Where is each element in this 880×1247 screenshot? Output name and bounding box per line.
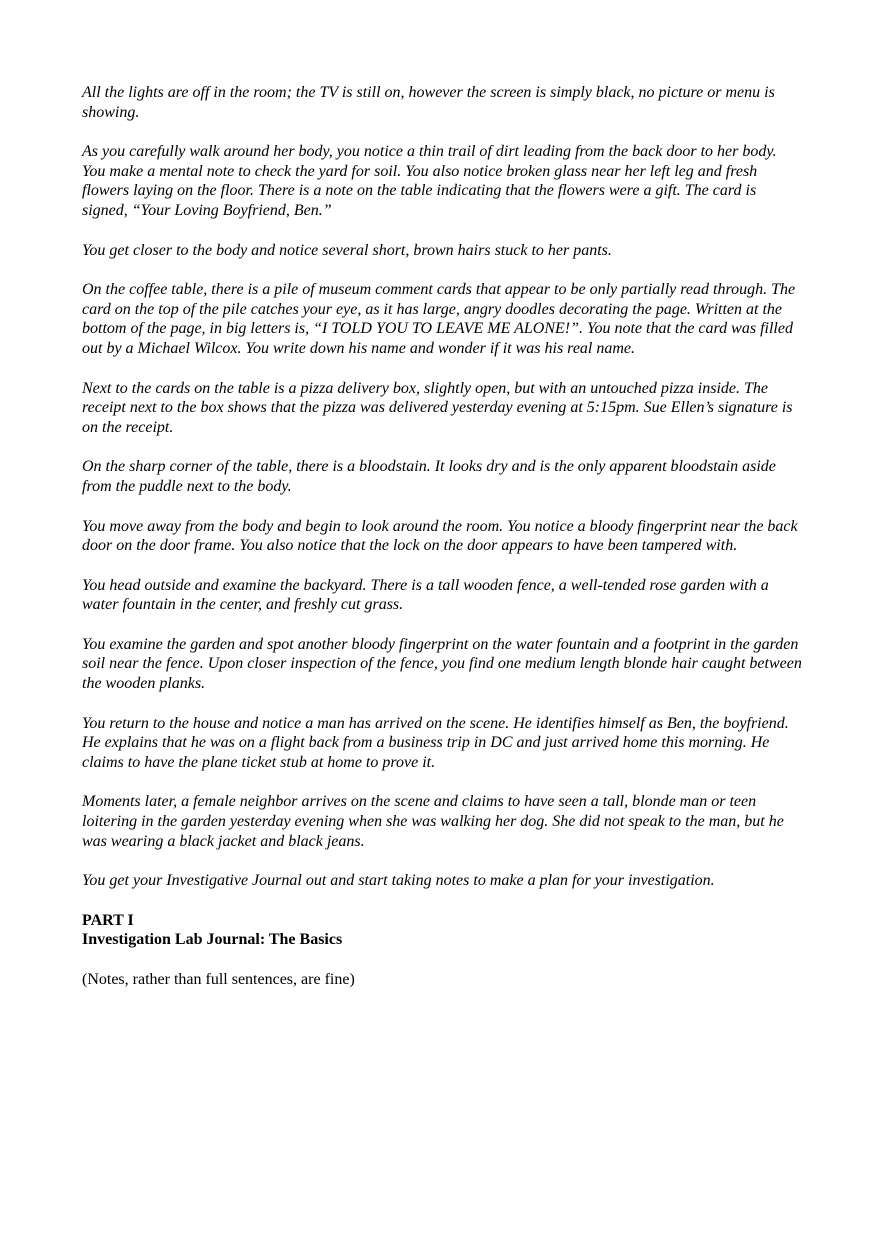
paragraph-hairs: You get closer to the body and notice several short, brown hairs stuck to her pants.: [82, 241, 612, 259]
part-label: PART I: [82, 911, 134, 929]
paragraph-lights: All the lights are off in the room; the TV is still on, however the screen is simply black, no picture or menu is showing.: [82, 84, 775, 121]
paragraph-journal: You get your Investigative Journal out and start taking notes to make a plan for your investigation.: [82, 872, 715, 890]
paragraph-pizza-box: Next to the cards on the table is a pizza delivery box, slightly open, but with an untouched pizza inside. The receipt next to the box shows that the pizza was delivered yesterday evening at 5:15pm. Sue Ellen’s signature is on the receipt.: [82, 379, 793, 436]
paragraph-comment-cards: On the coffee table, there is a pile of museum comment cards that appear to be only partially read through. The card on the top of the pile catches your eye, as it has large, angry doodles decorating the page. Written at the bottom of the page, in big letters is, “I TOLD YOU TO LEAVE ME ALONE!”. You note that the card was filled out by a Michael Wilcox. You write down his name and wonder if it was his real name.: [82, 281, 796, 357]
paragraph-neighbor: Moments later, a female neighbor arrives on the scene and claims to have seen a tall, blonde man or teen loitering in the garden yesterday evening when she was walking her dog. She did not speak to the man, but he was wearing a black jacket and black jeans.: [82, 793, 784, 850]
notes-instruction: (Notes, rather than full sentences, are fine): [82, 971, 355, 988]
paragraph-fingerprint-door: You move away from the body and begin to look around the room. You notice a bloody fingerprint near the back door on the door frame. You also notice that the lock on the door appears to have been tampered with.: [82, 517, 798, 555]
paragraph-garden: You examine the garden and spot another bloody fingerprint on the water fountain and a footprint in the garden soil near the fence. Upon closer inspection of the fence, you find one medium length blonde hair caught between the wooden planks.: [82, 635, 802, 693]
paragraph-backyard: You head outside and examine the backyard. There is a tall wooden fence, a well-tended rose garden with a water fountain in the center, and freshly cut grass.: [82, 576, 769, 614]
document-page: [82, 83, 802, 990]
section-title: Investigation Lab Journal: The Basics: [82, 931, 343, 949]
paragraph-boyfriend: You return to the house and notice a man has arrived on the scene. He identifies himself as Ben, the boyfriend. He explains that he was on a flight back from a business trip in DC and just arrived home this morning. He claims to have the plane ticket stub at home to prove it.: [82, 714, 789, 771]
paragraph-dirt-trail: As you carefully walk around her body, you notice a thin trail of dirt leading from the back door to her body. You make a mental note to check the yard for soil. You also notice broken glass near her left leg and fresh flowers laying on the floor. There is a note on the table indicating that the flowers were a gift. The card is signed, “Your Loving Boyfriend, Ben.”: [82, 143, 777, 219]
paragraph-bloodstain: On the sharp corner of the table, there is a bloodstain. It looks dry and is the only apparent bloodstain aside from the puddle next to the body.: [82, 458, 776, 495]
section-heading: [82, 911, 802, 950]
